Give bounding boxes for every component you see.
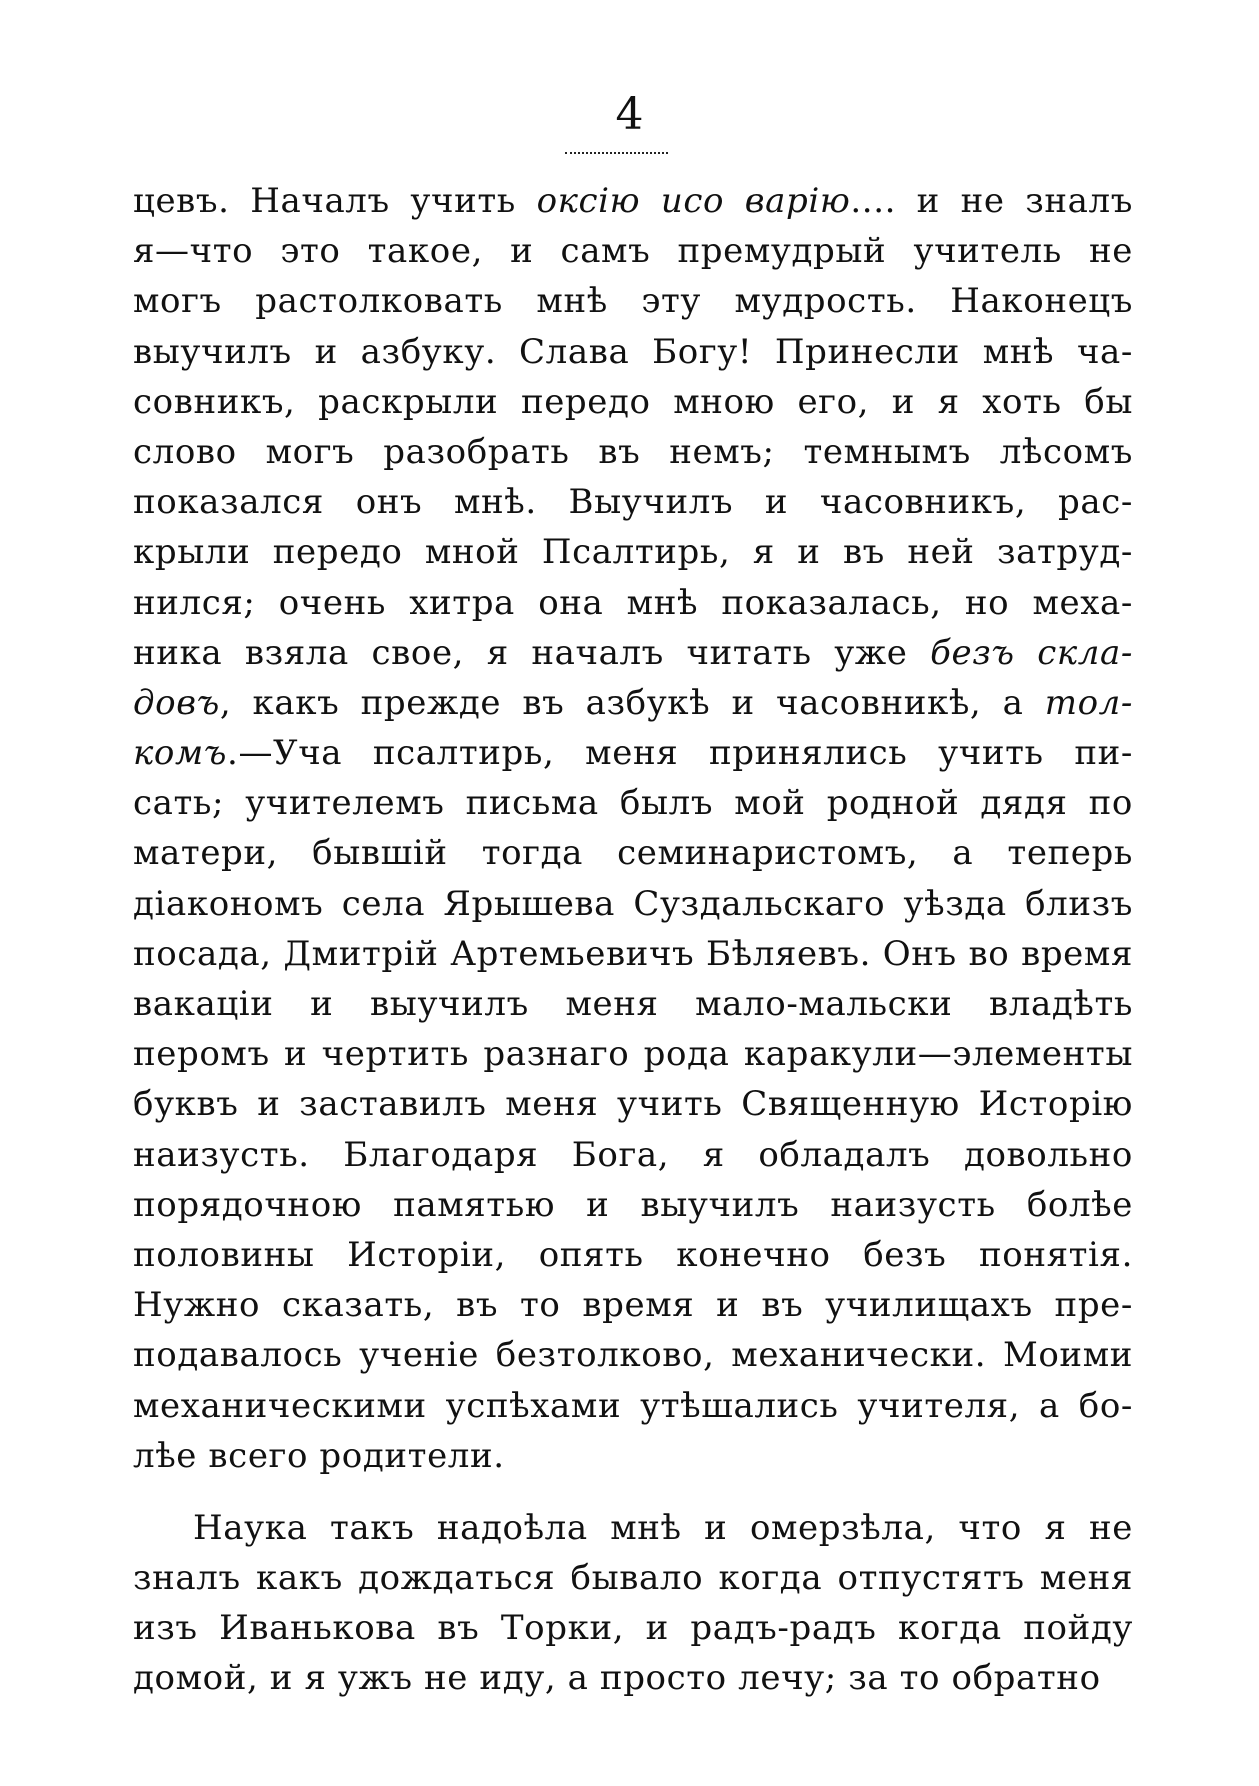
text-run: показался онъ мнѣ. Выучилъ и часовникъ, рас- [133,482,1133,523]
text-line [133,327,1133,377]
text-run: Нужно сказать, въ то время и въ училищахъ пре- [133,1285,1133,1326]
text-line [133,1603,1133,1653]
text-line [133,1431,1133,1481]
text-line [133,1553,1133,1603]
text-run: матери, бывшiй тогда семинаристомъ, а теперь [133,833,1133,874]
paragraph-gap [133,1481,1133,1503]
header-dotted-rule [565,152,668,154]
text-line [133,276,1133,326]
text-line [133,1330,1133,1380]
paragraph-2 [133,1503,1133,1704]
text-line [133,527,1133,577]
text-run: наизусть. Благодаря Бога, я обладалъ довольно [133,1134,1133,1175]
paragraph-1 [133,176,1133,1481]
text-run: изъ Иванькова въ Торки, и радъ-радъ когда пойду [133,1608,1133,1649]
text-line [133,477,1133,527]
page-number: 4 [615,89,644,140]
text-line [133,1503,1133,1553]
text-line [133,226,1133,276]
text-line [133,1079,1133,1129]
italic-text-run: безъ скла- [930,632,1133,673]
text-line [133,578,1133,628]
text-line [133,979,1133,1029]
body-text [133,176,1133,1704]
text-line [133,628,1133,678]
text-run: вакацiи и выучилъ меня мало-мальски владѣть [133,984,1133,1024]
text-run: подавалось ученiе безтолково, механически. Моими [133,1335,1133,1376]
text-run: зналъ какъ дождаться бывало когда отпустятъ меня [133,1558,1133,1599]
text-run: порядочною памятью и выучилъ наизусть болѣе [133,1184,1133,1225]
text-run: посада, Дмитрiй Артемьевичъ Бѣляевъ. Онъ во время [133,933,1133,974]
text-line [133,1280,1133,1330]
text-line [133,1180,1133,1230]
text-run: механическими успѣхами утѣшались учителя, а бо- [133,1385,1133,1426]
italic-text-run: довъ [133,682,220,723]
text-run: лѣе всего родители. [133,1435,505,1476]
text-run: половины Исторiи, опять конечно безъ понятiя. [133,1234,1133,1275]
text-run: ника взяла свое, я началъ читать уже [133,632,931,673]
text-line [133,1230,1133,1280]
text-line [133,778,1133,828]
text-run: цевъ. Началъ учить [133,181,537,221]
italic-text-run: тол- [1044,682,1133,723]
text-run: домой, и я ужъ не иду, а просто лечу; за то обратно [133,1658,1101,1699]
text-line [133,879,1133,929]
text-line [133,1029,1133,1079]
text-line [133,1653,1133,1703]
text-line [133,828,1133,878]
text-line [133,728,1133,778]
italic-text-run: оксiю исо варiю [536,181,851,221]
text-run: нился; очень хитра она мнѣ показалась, но меха- [133,582,1133,623]
text-run: совникъ, раскрыли передо мною его, и я хоть бы [133,381,1133,422]
text-run: слово могъ разобрать въ немъ; темнымъ лѣсомъ [133,431,1133,472]
text-line [133,377,1133,427]
text-run: дiакономъ села Ярышева Суздальскаго уѣзда близъ [133,883,1133,924]
text-run: Наука такъ надоѣла мнѣ и омерзѣла, что я не [193,1507,1133,1548]
text-line [133,929,1133,979]
text-run: перомъ и чертить разнаго рода каракули—элементы [133,1034,1133,1075]
text-run: крыли передо мной Псалтирь, я и въ ней затруд- [133,532,1133,573]
text-run: .... и не зналъ [850,181,1133,221]
text-run: буквъ и заставилъ меня учить Священную Исторiю [133,1084,1133,1125]
text-line [133,1381,1133,1431]
text-run: , какъ прежде въ азбукѣ и часовникѣ, а [219,682,1045,723]
text-run: .—Уча псалтирь, меня принялись учить пи- [227,733,1133,774]
text-run: сать; учителемъ письма былъ мой родной дядя по [133,783,1133,824]
italic-text-run: комъ [133,733,228,774]
text-line [133,678,1133,728]
text-run: могъ растолковать мнѣ эту мудрость. Наконецъ [133,281,1133,322]
text-line [133,427,1133,477]
text-run: я—что это такое, и самъ премудрый учитель не [133,231,1133,272]
text-run: выучилъ и азбуку. Слава Богу! Принесли мнѣ ча- [133,331,1133,372]
text-line [133,176,1133,226]
text-line [133,1130,1133,1180]
